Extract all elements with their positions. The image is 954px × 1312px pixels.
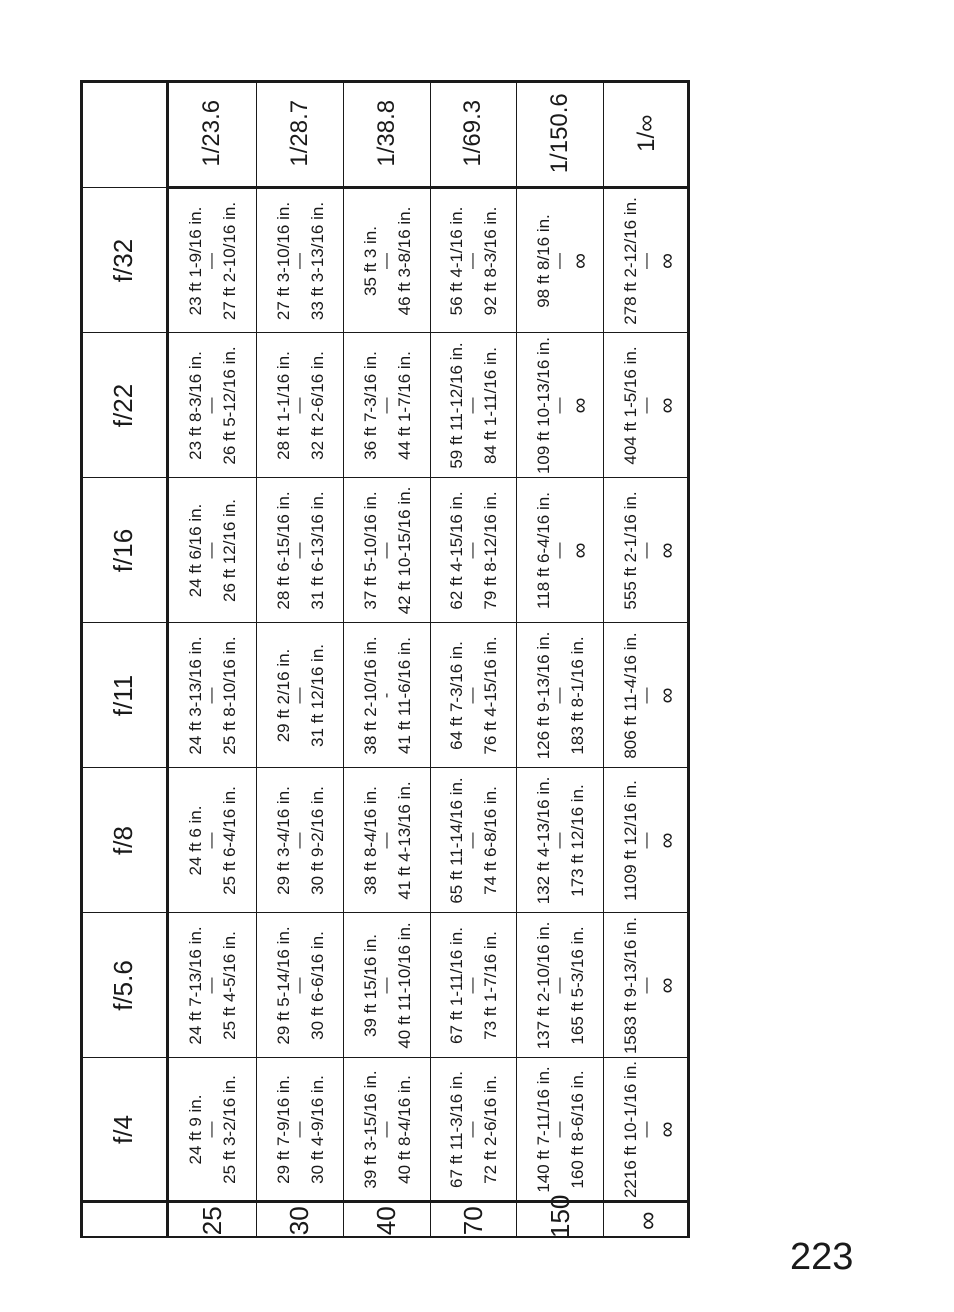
dof-range-cell bbox=[168, 188, 257, 333]
near-limit: 24 ft 3-13/16 in. bbox=[186, 636, 206, 755]
dof-range-cell bbox=[256, 768, 343, 913]
dof-range-cell bbox=[517, 478, 604, 623]
range-separator: — bbox=[290, 832, 308, 849]
range-separator: — bbox=[551, 253, 569, 269]
range-separator: — bbox=[377, 397, 395, 414]
near-limit: 24 ft 6/16 in. bbox=[186, 503, 206, 598]
far-limit: 31 ft 6-13/16 in. bbox=[307, 491, 327, 610]
far-limit: 165 ft 5-3/16 in. bbox=[568, 926, 588, 1045]
distance-cell: 30 bbox=[256, 1202, 343, 1238]
range-separator: — bbox=[203, 253, 221, 269]
near-limit: 62 ft 4-15/16 in. bbox=[447, 491, 467, 610]
far-limit: 173 ft 12/16 in. bbox=[568, 784, 588, 897]
reproduction-ratio-cell: 1/38.8 bbox=[343, 80, 430, 188]
aperture-header: f/32 bbox=[80, 188, 168, 333]
distance-cell: ∞ bbox=[604, 1202, 690, 1238]
far-limit: ∞ bbox=[567, 253, 593, 269]
range-separator: — bbox=[464, 687, 482, 704]
dof-range-cell bbox=[256, 623, 343, 768]
range-separator: — bbox=[290, 542, 308, 559]
dof-range-cell bbox=[604, 1058, 690, 1202]
far-limit: 73 ft 1-7/16 in. bbox=[481, 931, 501, 1040]
near-limit: 38 ft 2-10/16 in. bbox=[360, 636, 380, 755]
dof-range-cell bbox=[256, 333, 343, 478]
near-limit: 126 ft 9-13/16 in. bbox=[534, 631, 554, 760]
dof-range-cell bbox=[604, 913, 690, 1058]
far-limit: ∞ bbox=[567, 397, 593, 414]
dof-range-cell bbox=[517, 333, 604, 478]
dof-range-cell bbox=[256, 913, 343, 1058]
range-separator: — bbox=[464, 253, 482, 269]
dof-range-cell bbox=[343, 768, 430, 913]
dof-range-cell bbox=[604, 188, 690, 333]
near-limit: 24 ft 9 in. bbox=[186, 1094, 206, 1165]
far-limit: ∞ bbox=[654, 542, 680, 559]
ratio-header bbox=[80, 80, 168, 188]
dof-range-cell bbox=[168, 333, 257, 478]
near-limit: 65 ft 11-14/16 in. bbox=[447, 777, 467, 904]
range-separator: — bbox=[638, 977, 656, 994]
aperture-header: f/5.6 bbox=[80, 913, 168, 1058]
near-limit: 2216 ft 10-1/16 in. bbox=[621, 1060, 641, 1199]
range-separator: — bbox=[290, 1121, 308, 1138]
aperture-header: f/11 bbox=[80, 623, 168, 768]
dof-range-cell bbox=[168, 623, 257, 768]
near-limit: 140 ft 7-11/16 in. bbox=[534, 1066, 554, 1193]
reproduction-ratio-cell: 1/23.6 bbox=[168, 80, 257, 188]
far-limit: 76 ft 4-15/16 in. bbox=[481, 636, 501, 755]
far-limit: ∞ bbox=[654, 397, 680, 414]
near-limit: 806 ft 11-4/16 in. bbox=[621, 632, 641, 759]
far-limit: 79 ft 8-12/16 in. bbox=[481, 491, 501, 610]
near-limit: 28 ft 1-1/16 in. bbox=[273, 351, 293, 460]
dof-range-cell bbox=[430, 333, 517, 478]
far-limit: 30 ft 6-6/16 in. bbox=[307, 931, 327, 1040]
rotated-table-container bbox=[80, 80, 690, 1238]
aperture-header: f/4 bbox=[80, 1058, 168, 1202]
dof-range-cell bbox=[256, 1058, 343, 1202]
range-separator: — bbox=[551, 397, 569, 414]
dof-range-cell bbox=[430, 188, 517, 333]
near-limit: 23 ft 8-3/16 in. bbox=[186, 351, 206, 460]
dof-range-cell bbox=[430, 768, 517, 913]
range-separator: — bbox=[203, 977, 221, 994]
range-separator: — bbox=[638, 253, 656, 269]
near-limit: 29 ft 3-4/16 in. bbox=[273, 786, 293, 895]
far-limit: 42 ft 10-15/16 in. bbox=[394, 486, 414, 615]
table-row bbox=[430, 80, 517, 1238]
near-limit: 38 ft 8-4/16 in. bbox=[360, 786, 380, 895]
range-separator: — bbox=[551, 542, 569, 559]
reproduction-ratio-cell: 1/28.7 bbox=[256, 80, 343, 188]
near-limit: 67 ft 1-11/16 in. bbox=[447, 927, 467, 1044]
far-limit: ∞ bbox=[654, 977, 680, 994]
distance-cell: 70 bbox=[430, 1202, 517, 1238]
near-limit: 36 ft 7-3/16 in. bbox=[360, 351, 380, 460]
range-separator: — bbox=[203, 1121, 221, 1138]
table-row bbox=[343, 80, 430, 1238]
range-separator: — bbox=[638, 397, 656, 414]
range-separator: — bbox=[203, 542, 221, 559]
near-limit: 56 ft 4-1/16 in. bbox=[447, 206, 467, 316]
aperture-header: f/8 bbox=[80, 768, 168, 913]
far-limit: 25 ft 4-5/16 in. bbox=[220, 931, 240, 1040]
far-limit: 25 ft 6-4/16 in. bbox=[220, 786, 240, 895]
range-separator: — bbox=[464, 542, 482, 559]
range-separator: — bbox=[290, 977, 308, 994]
near-limit: 132 ft 4-13/16 in. bbox=[534, 776, 554, 905]
dof-range-cell bbox=[343, 913, 430, 1058]
far-limit: ∞ bbox=[567, 542, 593, 559]
far-limit: 40 ft 8-4/16 in. bbox=[394, 1075, 414, 1184]
range-separator: — bbox=[377, 1121, 395, 1138]
far-limit: 44 ft 1-7/16 in. bbox=[394, 351, 414, 460]
range-separator: — bbox=[203, 832, 221, 849]
near-limit: 29 ft 7-9/16 in. bbox=[273, 1075, 293, 1184]
range-separator: — bbox=[377, 542, 395, 559]
near-limit: 35 ft 3 in. bbox=[360, 226, 380, 296]
near-limit: 39 ft 3-15/16 in. bbox=[360, 1070, 380, 1189]
near-limit: 555 ft 2-1/16 in. bbox=[621, 491, 641, 610]
range-separator: — bbox=[551, 687, 569, 704]
depth-of-field-table bbox=[80, 80, 690, 1238]
dof-range-cell bbox=[430, 623, 517, 768]
range-separator: — bbox=[203, 397, 221, 414]
range-separator: — bbox=[290, 253, 308, 269]
far-limit: 160 ft 8-6/16 in. bbox=[568, 1070, 588, 1189]
dof-range-cell bbox=[604, 768, 690, 913]
dof-range-cell bbox=[343, 188, 430, 333]
dof-range-cell bbox=[517, 188, 604, 333]
range-separator: — bbox=[203, 687, 221, 704]
far-limit: ∞ bbox=[654, 1121, 680, 1138]
dof-range-cell bbox=[517, 623, 604, 768]
near-limit: 24 ft 6 in. bbox=[186, 805, 206, 876]
near-limit: 59 ft 11-12/16 in. bbox=[447, 342, 467, 469]
far-limit: 84 ft 1-11/16 in. bbox=[481, 347, 501, 464]
near-limit: 1583 ft 9-13/16 in. bbox=[621, 916, 641, 1055]
dof-range-cell bbox=[343, 333, 430, 478]
range-separator: — bbox=[464, 397, 482, 414]
dof-range-cell bbox=[430, 478, 517, 623]
dof-range-cell bbox=[168, 1058, 257, 1202]
range-separator: — bbox=[638, 687, 656, 704]
near-limit: 109 ft 10-13/16 in. bbox=[534, 336, 554, 475]
near-limit: 27 ft 3-10/16 in. bbox=[273, 201, 293, 321]
dof-range-cell bbox=[168, 913, 257, 1058]
near-limit: 37 ft 5-10/16 in. bbox=[360, 491, 380, 610]
dof-range-cell bbox=[604, 478, 690, 623]
dof-range-cell bbox=[343, 478, 430, 623]
near-limit: 137 ft 2-10/16 in. bbox=[534, 921, 554, 1050]
near-limit: 39 ft 15/16 in. bbox=[360, 933, 380, 1038]
aperture-header: f/16 bbox=[80, 478, 168, 623]
range-separator: — bbox=[464, 832, 482, 849]
far-limit: 72 ft 2-6/16 in. bbox=[481, 1075, 501, 1184]
near-limit: 28 ft 6-15/16 in. bbox=[273, 491, 293, 610]
dof-range-cell bbox=[517, 768, 604, 913]
near-limit: 29 ft 2/16 in. bbox=[273, 648, 293, 743]
far-limit: 41 ft 11-6/16 in. bbox=[394, 637, 414, 754]
near-limit: 118 ft 6-4/16 in. bbox=[534, 492, 554, 609]
dof-range-cell bbox=[430, 1058, 517, 1202]
far-limit: 30 ft 4-9/16 in. bbox=[307, 1075, 327, 1184]
near-limit: 1109 ft 12/16 in. bbox=[621, 780, 641, 901]
dof-range-cell bbox=[343, 1058, 430, 1202]
corner-cell bbox=[80, 1202, 168, 1238]
near-limit: 98 ft 8/16 in. bbox=[534, 214, 554, 308]
far-limit: 26 ft 5-12/16 in. bbox=[220, 346, 240, 465]
range-separator: — bbox=[377, 977, 395, 994]
range-separator: — bbox=[551, 1121, 569, 1138]
dof-range-cell bbox=[604, 333, 690, 478]
distance-cell: 25 bbox=[168, 1202, 257, 1238]
dof-range-cell bbox=[343, 623, 430, 768]
range-separator: — bbox=[464, 977, 482, 994]
near-limit: 64 ft 7-3/16 in. bbox=[447, 641, 467, 750]
far-limit: 27 ft 2-10/16 in. bbox=[220, 201, 240, 321]
near-limit: 278 ft 2-12/16 in. bbox=[621, 197, 641, 325]
range-separator: — bbox=[638, 832, 656, 849]
far-limit: 183 ft 8-1/16 in. bbox=[568, 636, 588, 755]
dof-range-cell bbox=[168, 768, 257, 913]
near-limit: 23 ft 1-9/16 in. bbox=[186, 206, 206, 316]
far-limit: 30 ft 9-2/16 in. bbox=[307, 786, 327, 895]
far-limit: 33 ft 3-13/16 in. bbox=[307, 201, 327, 321]
far-limit: ∞ bbox=[654, 253, 680, 269]
reproduction-ratio-cell: 1/69.3 bbox=[430, 80, 517, 188]
far-limit: 25 ft 3-2/16 in. bbox=[220, 1075, 240, 1184]
range-separator: — bbox=[377, 253, 395, 269]
far-limit: 26 ft 12/16 in. bbox=[220, 498, 240, 603]
table-row bbox=[256, 80, 343, 1238]
range-separator: — bbox=[377, 832, 395, 849]
range-separator: — bbox=[551, 977, 569, 994]
near-limit: 24 ft 7-13/16 in. bbox=[186, 926, 206, 1045]
dof-range-cell bbox=[517, 1058, 604, 1202]
near-limit: 404 ft 1-5/16 in. bbox=[621, 346, 641, 465]
dof-range-cell bbox=[604, 623, 690, 768]
dof-range-cell bbox=[517, 913, 604, 1058]
table-row bbox=[517, 80, 604, 1238]
far-limit: 40 ft 11-10/16 in. bbox=[394, 922, 414, 1049]
range-separator: — bbox=[464, 1121, 482, 1138]
dof-range-cell bbox=[256, 478, 343, 623]
distance-cell: 40 bbox=[343, 1202, 430, 1238]
far-limit: 41 ft 4-13/16 in. bbox=[394, 781, 414, 900]
page-number: 223 bbox=[790, 1236, 854, 1278]
dof-range-cell bbox=[168, 478, 257, 623]
near-limit: 67 ft 11-3/16 in. bbox=[447, 1071, 467, 1188]
dof-range-cell bbox=[430, 913, 517, 1058]
reproduction-ratio-cell: 1/150.6 bbox=[517, 80, 604, 188]
range-separator: — bbox=[638, 1121, 656, 1138]
table-row bbox=[168, 80, 257, 1238]
depth-of-field-table-frame bbox=[80, 80, 690, 1238]
far-limit: 31 ft 12/16 in. bbox=[307, 643, 327, 748]
far-limit: 46 ft 3-8/16 in. bbox=[394, 206, 414, 316]
range-separator: — bbox=[638, 542, 656, 559]
far-limit: 92 ft 8-3/16 in. bbox=[481, 206, 501, 316]
near-limit: 29 ft 5-14/16 in. bbox=[273, 926, 293, 1045]
range-separator: — bbox=[290, 687, 308, 704]
distance-cell: 150 bbox=[517, 1202, 604, 1238]
far-limit: 25 ft 8-10/16 in. bbox=[220, 636, 240, 755]
aperture-header: f/22 bbox=[80, 333, 168, 478]
far-limit: 74 ft 6-8/16 in. bbox=[481, 786, 501, 895]
range-separator: - bbox=[377, 692, 395, 699]
range-separator: — bbox=[290, 397, 308, 414]
reproduction-ratio-cell: 1/∞ bbox=[604, 80, 690, 188]
far-limit: ∞ bbox=[654, 832, 680, 849]
table-row bbox=[604, 80, 690, 1238]
far-limit: 32 ft 2-6/16 in. bbox=[307, 351, 327, 460]
range-separator: — bbox=[551, 832, 569, 849]
far-limit: ∞ bbox=[654, 687, 680, 704]
dof-range-cell bbox=[256, 188, 343, 333]
